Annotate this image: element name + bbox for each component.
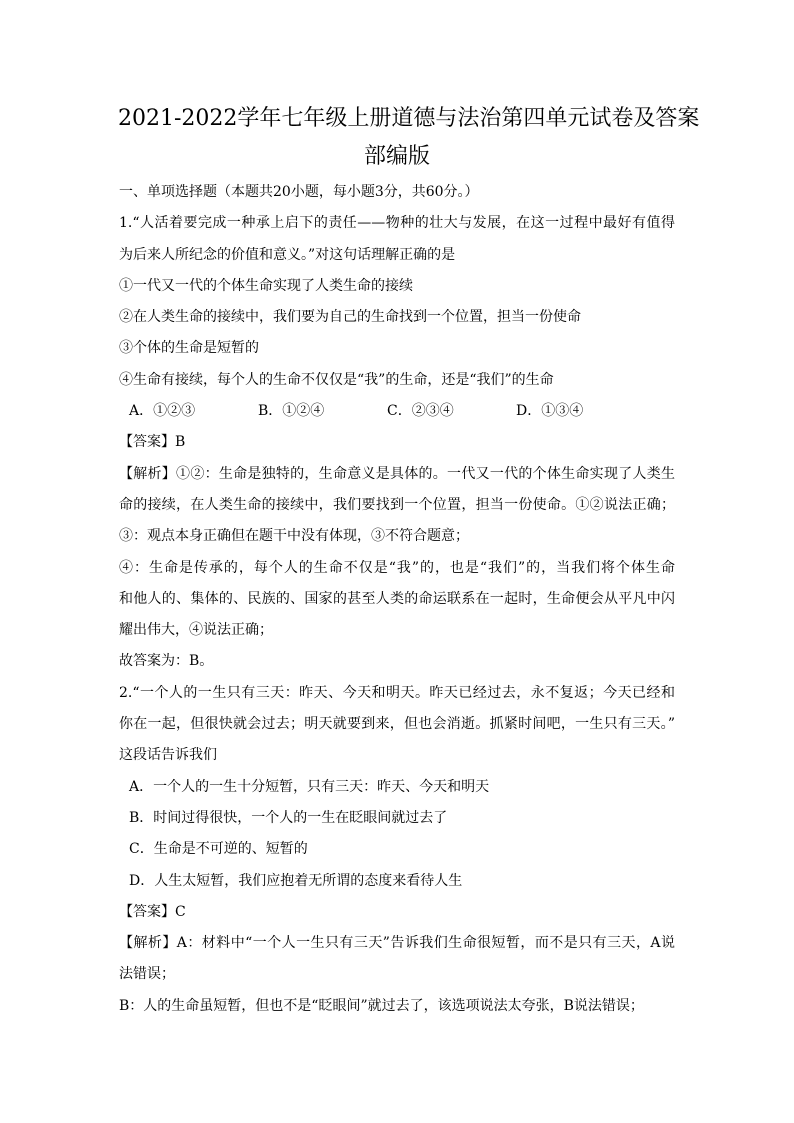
analysis-line: 【解析】①②：生命是独特的，生命意义是具体的。一代又一代的个体生命实现了人类生 [119, 465, 675, 482]
option-b: B．时间过得很快，一个人的一生在眨眼间就过去了 [129, 809, 448, 826]
answer-value: C [175, 903, 186, 920]
analysis-line: 【解析】A：材料中“一个人一生只有三天”告诉我们生命很短暂，而不是只有三天，A说 [119, 935, 675, 952]
document-body [119, 177, 675, 1022]
option-c: C．生命是不可逆的、短暂的 [129, 841, 308, 858]
analysis-line: B：人的生命虽短暂，但也不是“眨眼间”就过去了，该选项说法太夸张，B说法错误； [119, 997, 644, 1014]
option-a: A．①②③ [129, 403, 196, 420]
answer-label: 【答案】 [119, 434, 175, 451]
statement: ④生命有接续，每个人的生命不仅仅是“我”的生命，还是“我们”的生命 [119, 371, 554, 388]
analysis-line: ③：观点本身正确但在题干中没有体现，③不符合题意； [119, 528, 469, 545]
analysis-line: 命的接续，在人类生命的接续中，我们要找到一个位置，担当一份使命。①②说法正确； [119, 496, 675, 513]
analysis-line: 耀出伟大，④说法正确； [119, 622, 273, 639]
statement: ③个体的生命是短暂的 [119, 340, 259, 357]
analysis-line: 法错误； [119, 966, 175, 983]
question-stem-line: 为后来人所纪念的价值和意义。”对这句话理解正确的是 [119, 246, 456, 263]
document-subtitle: 部编版 [363, 144, 430, 169]
option-c: C．②③④ [387, 403, 454, 420]
option-b: B．①②④ [258, 403, 325, 420]
question-stem-line: 这段话告诉我们 [119, 747, 217, 764]
document-title: 2021-2022学年七年级上册道德与法治第四单元试卷及答案 [118, 106, 700, 131]
section-heading: 一、单项选择题（本题共20小题，每小题3分，共60分。） [119, 184, 479, 200]
statement: ①一代又一代的个体生命实现了人类生命的接续 [119, 277, 413, 294]
option-d: D．人生太短暂，我们应抱着无所谓的态度来看待人生 [129, 872, 463, 889]
option-a: A．一个人的一生十分短暂，只有三天：昨天、今天和明天 [129, 778, 490, 795]
question-2 [119, 678, 675, 1022]
option-d: D．①③④ [516, 403, 584, 420]
statement: ②在人类生命的接续中，我们要为自己的生命找到一个位置，担当一份使命 [119, 309, 581, 326]
analysis-line: 和他人的、集体的、民族的、国家的甚至人类的命运联系在一起时，生命便会从平凡中闪 [119, 590, 675, 607]
answer-label: 【答案】 [119, 903, 175, 920]
option-row [119, 396, 675, 427]
analysis-line: 故答案为：B。 [119, 653, 214, 670]
question-stem-line: 2.“一个人的一生只有三天：昨天、今天和明天。昨天已经过去，永不复返；今天已经和 [119, 684, 675, 701]
answer-value: B [175, 434, 186, 451]
question-stem-line: 你在一起，但很快就会过去；明天就要到来，但也会消逝。抓紧时间吧，一生只有三天。” [119, 716, 675, 733]
answer-line [119, 427, 675, 458]
analysis-line: ④：生命是传承的，每个人的生命不仅是“我”的，也是“我们”的，当我们将个体生命 [119, 559, 675, 576]
question-stem-line: 1.“人活着要完成一种承上启下的责任——物种的壮大与发展，在这一过程中最好有值得 [119, 215, 675, 232]
question-1 [119, 208, 675, 677]
answer-line [119, 897, 675, 928]
